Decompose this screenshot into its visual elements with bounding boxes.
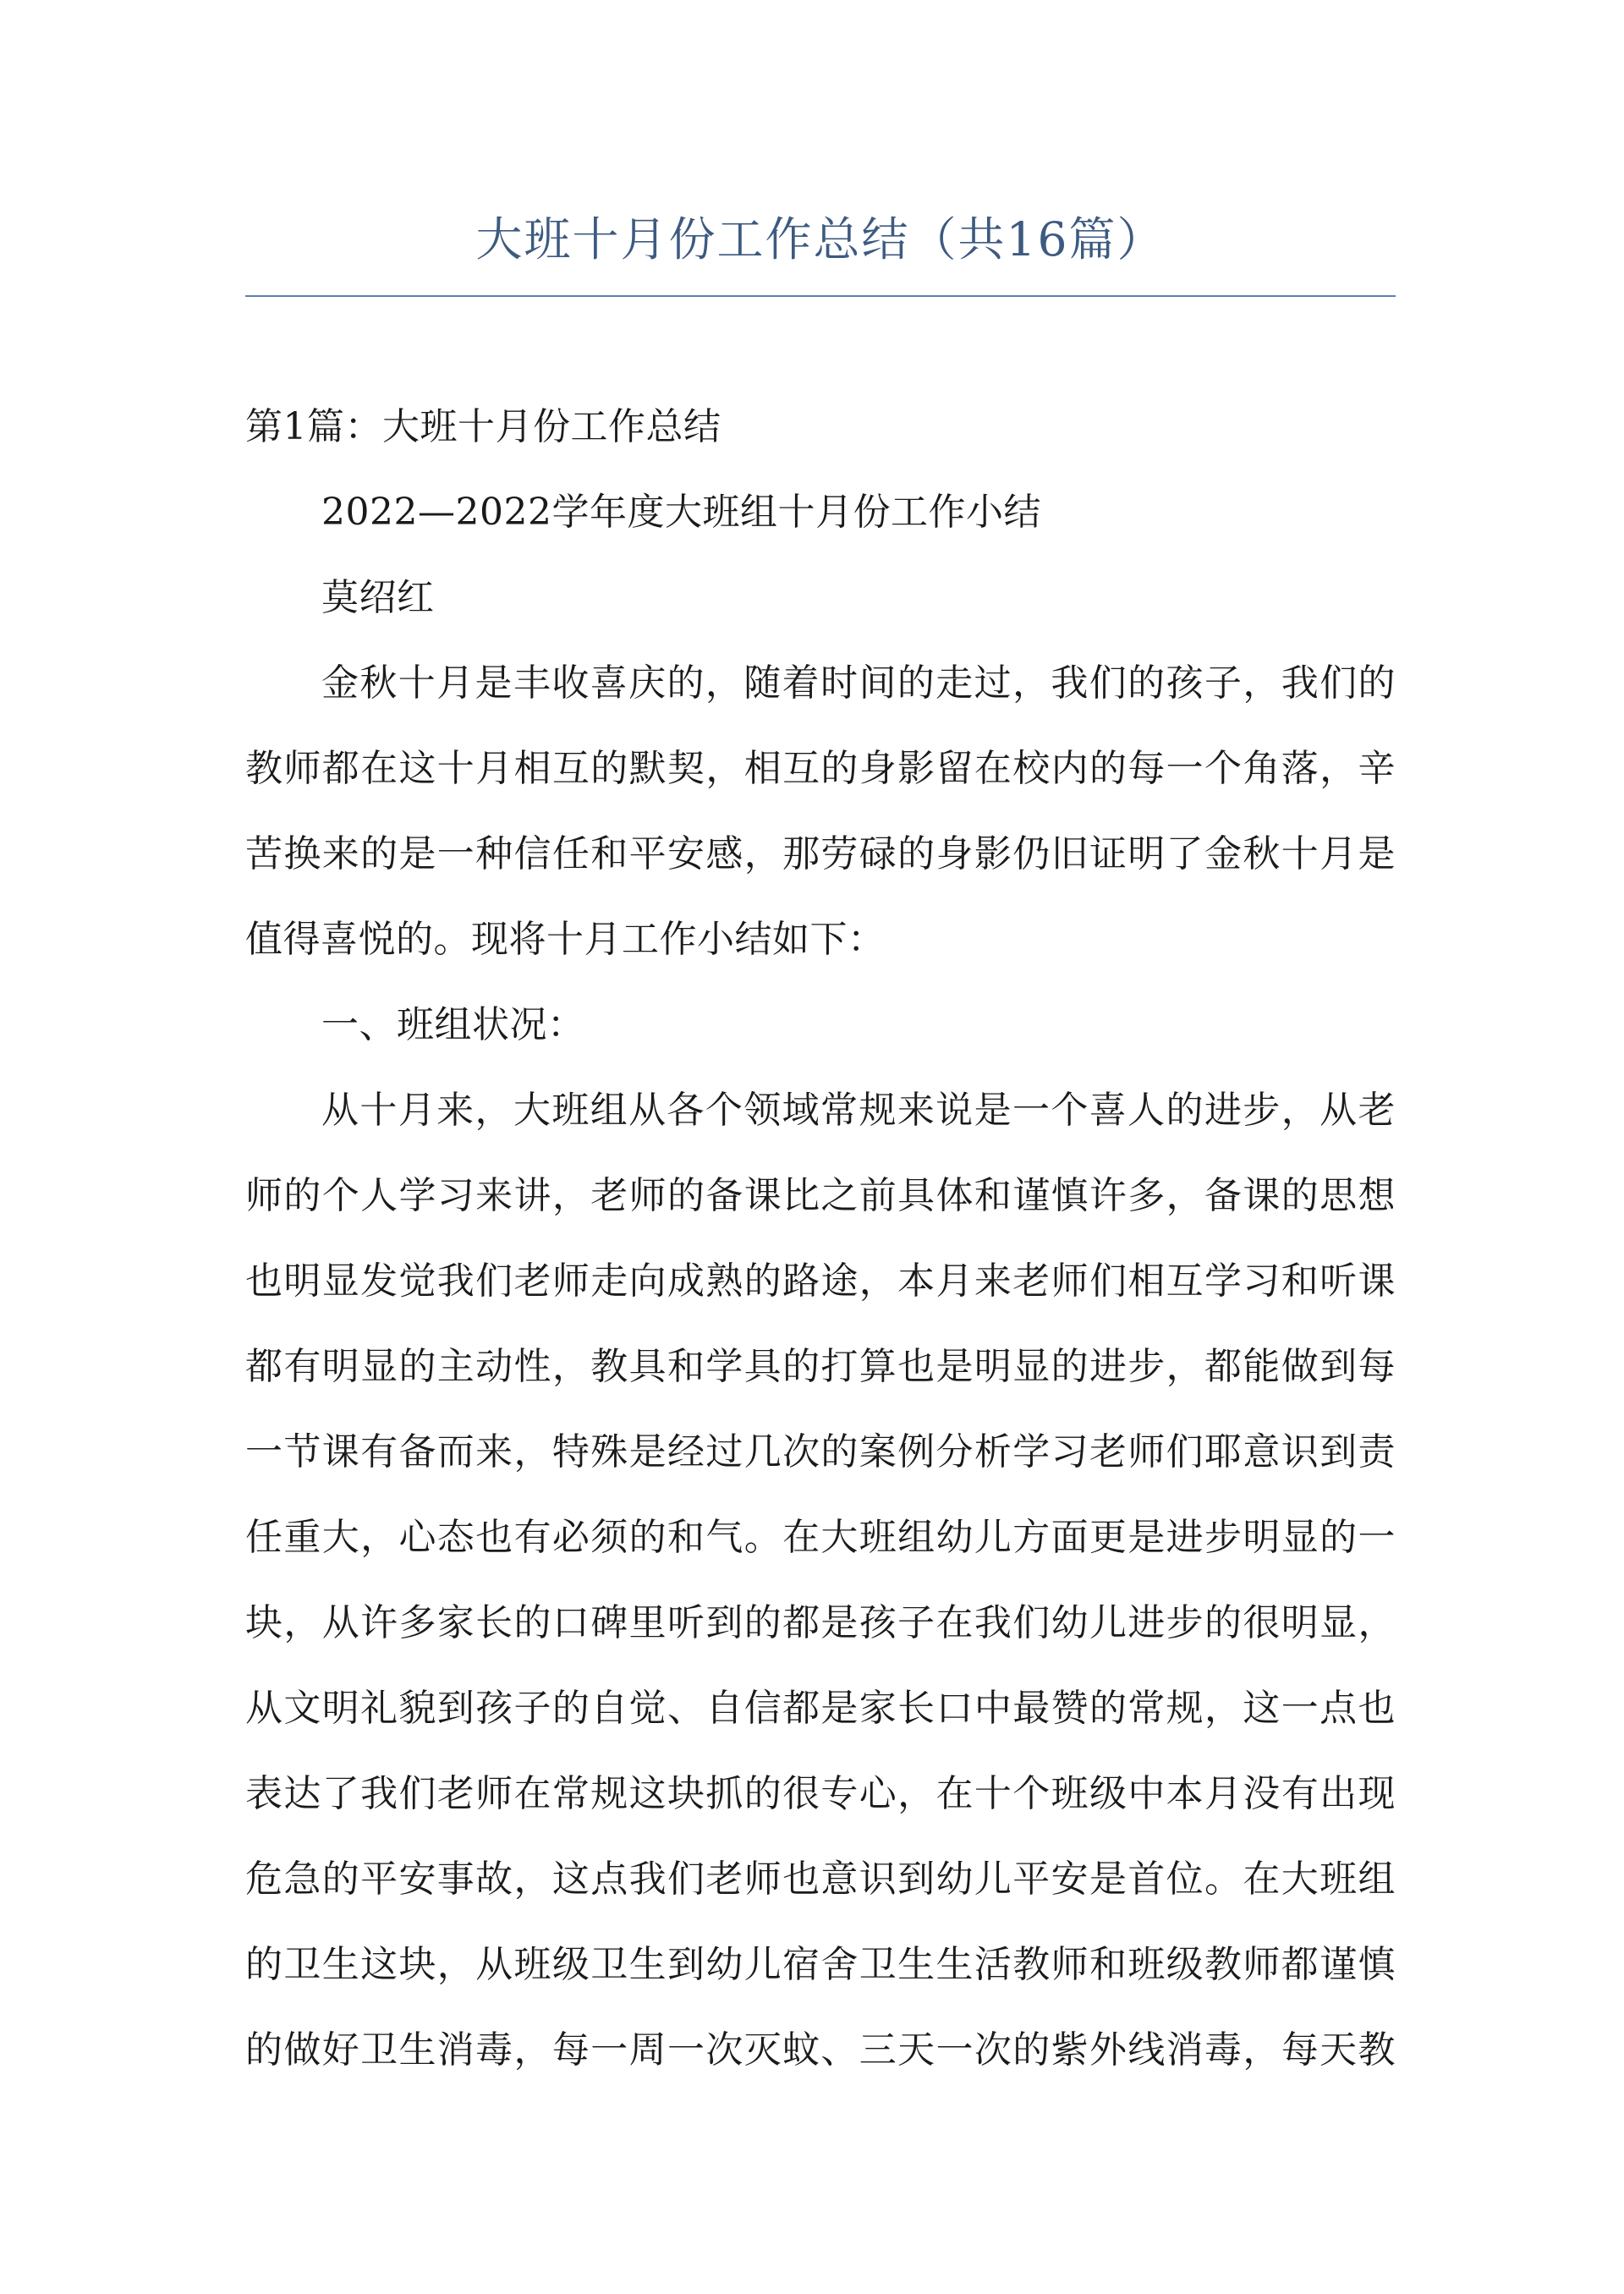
paragraph-line: 从十月来，大班组从各个领域常规来说是一个喜人的进步，从老 (321, 1089, 1396, 1132)
paragraph-line: 的卫生这块，从班级卫生到幼儿宿舍卫生生活教师和班级教师都谨慎 (245, 1943, 1396, 1986)
paragraph-line: 危急的平安事故，这点我们老师也意识到幼儿平安是首位。在大班组 (245, 1858, 1396, 1901)
paragraph-line: 块，从许多家长的口碑里听到的都是孩子在我们幼儿进步的很明显， (245, 1601, 1396, 1644)
paragraph-line: 金秋十月是丰收喜庆的，随着时间的走过，我们的孩子，我们的 (321, 661, 1396, 705)
paragraph-line: 一节课有备而来，特殊是经过几次的案例分析学习老师们耶意识到责 (245, 1430, 1396, 1474)
paragraph-line: 都有明显的主动性，教具和学具的打算也是明显的进步，都能做到每 (245, 1345, 1396, 1388)
subtitle-line: 2022—2022学年度大班组十月份工作小结 (321, 491, 1041, 534)
title-divider (245, 295, 1396, 297)
author-line: 莫绍红 (321, 576, 435, 619)
section-heading: 第1篇：大班十月份工作总结 (245, 405, 721, 448)
paragraph-line: 值得喜悦的。现将十月工作小结如下： (245, 918, 886, 961)
paragraph-line: 也明显发觉我们老师走向成熟的路途，本月来老师们相互学习和听课 (245, 1260, 1396, 1303)
subsection-heading: 一、班组状况： (321, 1003, 585, 1046)
paragraph-line: 的做好卫生消毒，每一周一次灭蚊、三天一次的紫外线消毒，每天教 (245, 2028, 1396, 2072)
paragraph-line: 表达了我们老师在常规这块抓的很专心，在十个班级中本月没有出现 (245, 1772, 1396, 1815)
document-body (245, 398, 1396, 2106)
paragraph-line: 任重大，心态也有必须的和气。在大班组幼儿方面更是进步明显的一 (245, 1516, 1396, 1559)
paragraph-line: 苦换来的是一种信任和平安感，那劳碌的身影仍旧证明了金秋十月是 (245, 832, 1396, 875)
document-title: 大班十月份工作总结（共16篇） (475, 212, 1166, 266)
paragraph-line: 师的个人学习来讲，老师的备课比之前具体和谨慎许多，备课的思想 (245, 1174, 1396, 1217)
paragraph-line: 教师都在这十月相互的默契，相互的身影留在校内的每一个角落，辛 (245, 747, 1396, 790)
paragraph-line: 从文明礼貌到孩子的自觉、自信都是家长口中最赞的常规，这一点也 (245, 1687, 1396, 1730)
